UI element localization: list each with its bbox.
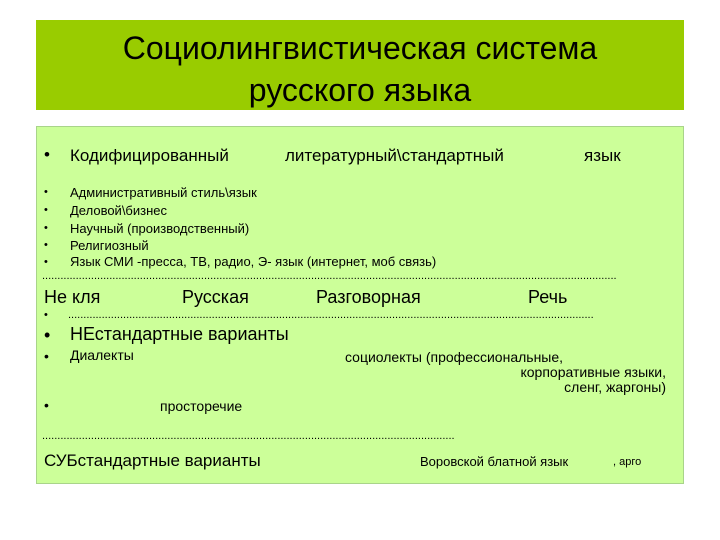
literary-standard-label: литературный\стандартный (285, 146, 504, 165)
bullet: • (44, 239, 48, 251)
nonstandard-title: НЕстандартные варианты (70, 324, 289, 344)
sociolects-line-2: корпоративные языки, (520, 364, 666, 380)
language-label: язык (584, 146, 621, 165)
prostorechie-label: просторечие (160, 398, 243, 414)
style-item: Научный (производственный) (70, 221, 250, 236)
bullet: • (44, 348, 49, 364)
dialects-label: Диалекты (70, 347, 134, 363)
ne-kla-label: Не кля (44, 287, 101, 307)
bullet: • (44, 397, 49, 413)
bullet: • (44, 309, 48, 321)
bullet: • (44, 204, 48, 216)
style-item: Административный стиль\язык (70, 185, 257, 200)
dotted-separator: ............................................................................................................................................................................................ (42, 270, 617, 282)
bullet: • (44, 145, 50, 164)
style-item: Религиозный (70, 238, 149, 253)
style-item: Деловой\бизнес (70, 203, 168, 218)
sociolects-line-3: сленг, жаргоны) (564, 379, 666, 395)
slide-title-line-2: русского языка (248, 72, 472, 108)
thieves-language-label: Воровской блатной язык (420, 454, 569, 469)
speech-label: Речь (528, 287, 568, 307)
bullet: • (44, 186, 48, 198)
sociolects-line-1: социолекты (профессиональные, (345, 349, 564, 365)
style-item: Язык СМИ -пресса, ТВ, радио, Э- язык (интернет, моб связь) (70, 254, 437, 269)
bullet: • (44, 222, 48, 234)
bullet: • (44, 325, 51, 345)
slide-title-line-1: Социолингвистическая система (122, 30, 598, 66)
russian-label: Русская (182, 287, 249, 307)
bullet: • (44, 256, 48, 268)
colloquial-label: Разговорная (316, 287, 421, 307)
substandard-title: СУБстандартные варианты (44, 451, 261, 470)
dotted-separator: ....................................................................................................................................... (42, 430, 455, 442)
codified-label: Кодифицированный (70, 146, 229, 165)
dotted-separator: ............................................................................................................................................................................ (68, 309, 594, 321)
argo-label: , арго (613, 456, 642, 468)
